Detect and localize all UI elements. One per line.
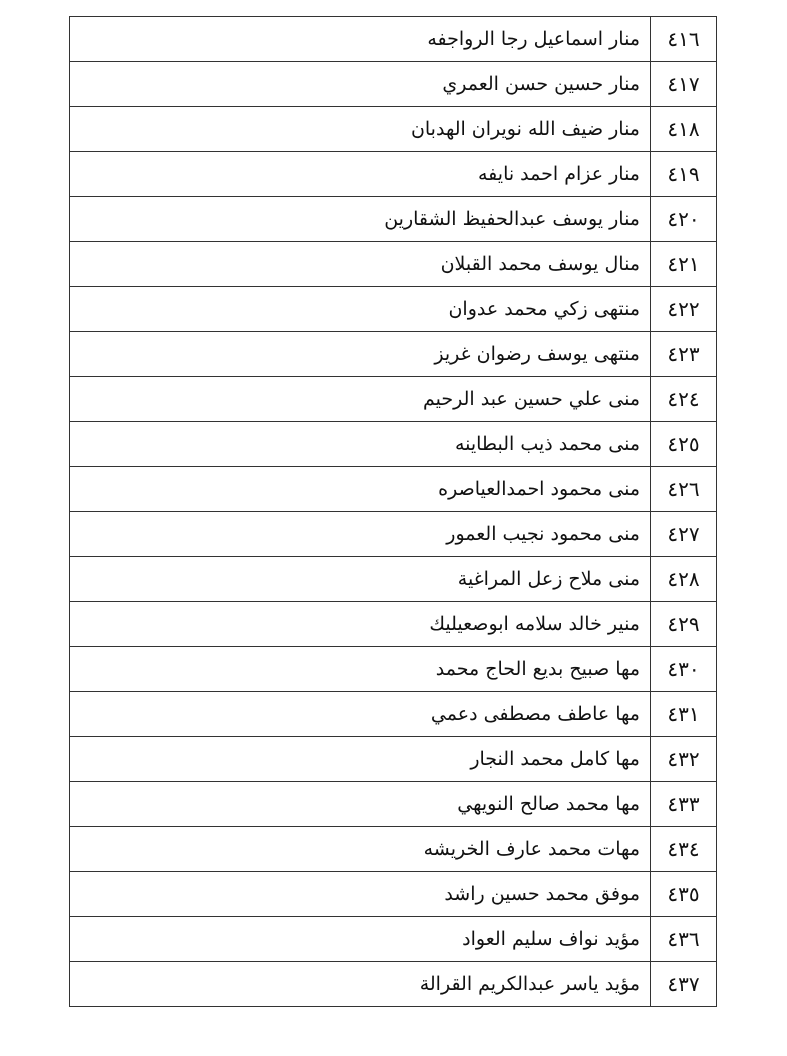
row-number: ٤٢٦: [651, 467, 717, 512]
table-row: [70, 62, 717, 107]
row-number: ٤٢٢: [651, 287, 717, 332]
row-name: منى علي حسين عبد الرحيم: [70, 377, 651, 422]
row-number: ٤٣٢: [651, 737, 717, 782]
row-number: ٤١٩: [651, 152, 717, 197]
table-row: [70, 377, 717, 422]
table-row: [70, 287, 717, 332]
table-row: [70, 17, 717, 62]
row-number: ٤٣٣: [651, 782, 717, 827]
row-number: ٤٣٧: [651, 962, 717, 1007]
row-name: مؤيد ياسر عبدالكريم القرالة: [70, 962, 651, 1007]
table-row: [70, 422, 717, 467]
table-row: [70, 332, 717, 377]
table-row: [70, 692, 717, 737]
row-name: منتهى زكي محمد عدوان: [70, 287, 651, 332]
row-name: مهات محمد عارف الخريشه: [70, 827, 651, 872]
table-row: [70, 602, 717, 647]
row-number: ٤٣٤: [651, 827, 717, 872]
row-number: ٤٢٠: [651, 197, 717, 242]
row-name: منار ضيف الله نويران الهدبان: [70, 107, 651, 152]
table-row: [70, 197, 717, 242]
row-name: منى محمد ذيب البطاينه: [70, 422, 651, 467]
row-name: منتهى يوسف رضوان غريز: [70, 332, 651, 377]
row-number: ٤٢٩: [651, 602, 717, 647]
names-table-body: [70, 17, 717, 1007]
row-name: منير خالد سلامه ابوصعيليك: [70, 602, 651, 647]
row-name: مها كامل محمد النجار: [70, 737, 651, 782]
row-number: ٤٣١: [651, 692, 717, 737]
row-number: ٤٢١: [651, 242, 717, 287]
table-row: [70, 512, 717, 557]
row-name: موفق محمد حسين راشد: [70, 872, 651, 917]
table-row: [70, 647, 717, 692]
table-row: [70, 917, 717, 962]
row-number: ٤٣٥: [651, 872, 717, 917]
row-name: منى ملاح زعل المراغية: [70, 557, 651, 602]
row-number: ٤١٧: [651, 62, 717, 107]
row-number: ٤٢٧: [651, 512, 717, 557]
table-row: [70, 467, 717, 512]
row-name: مها محمد صالح النويهي: [70, 782, 651, 827]
row-number: ٤١٦: [651, 17, 717, 62]
row-name: منار اسماعيل رجا الرواجفه: [70, 17, 651, 62]
row-name: منى محمود نجيب العمور: [70, 512, 651, 557]
row-name: مها عاطف مصطفى دعمي: [70, 692, 651, 737]
row-number: ٤٣٦: [651, 917, 717, 962]
table-row: [70, 107, 717, 152]
table-row: [70, 827, 717, 872]
table-row: [70, 782, 717, 827]
table-row: [70, 962, 717, 1007]
table-row: [70, 737, 717, 782]
row-name: منار عزام احمد نايفه: [70, 152, 651, 197]
row-name: منار يوسف عبدالحفيظ الشقارين: [70, 197, 651, 242]
row-name: منار حسين حسن العمري: [70, 62, 651, 107]
row-name: منال يوسف محمد القبلان: [70, 242, 651, 287]
row-number: ٤١٨: [651, 107, 717, 152]
table-row: [70, 152, 717, 197]
row-name: مؤيد نواف سليم العواد: [70, 917, 651, 962]
table-row: [70, 242, 717, 287]
row-number: ٤٢٨: [651, 557, 717, 602]
row-number: ٤٣٠: [651, 647, 717, 692]
row-number: ٤٢٣: [651, 332, 717, 377]
names-table: [69, 16, 717, 1007]
row-name: مها صبيح بديع الحاج محمد: [70, 647, 651, 692]
row-number: ٤٢٤: [651, 377, 717, 422]
row-number: ٤٢٥: [651, 422, 717, 467]
table-row: [70, 872, 717, 917]
table-row: [70, 557, 717, 602]
row-name: منى محمود احمدالعياصره: [70, 467, 651, 512]
